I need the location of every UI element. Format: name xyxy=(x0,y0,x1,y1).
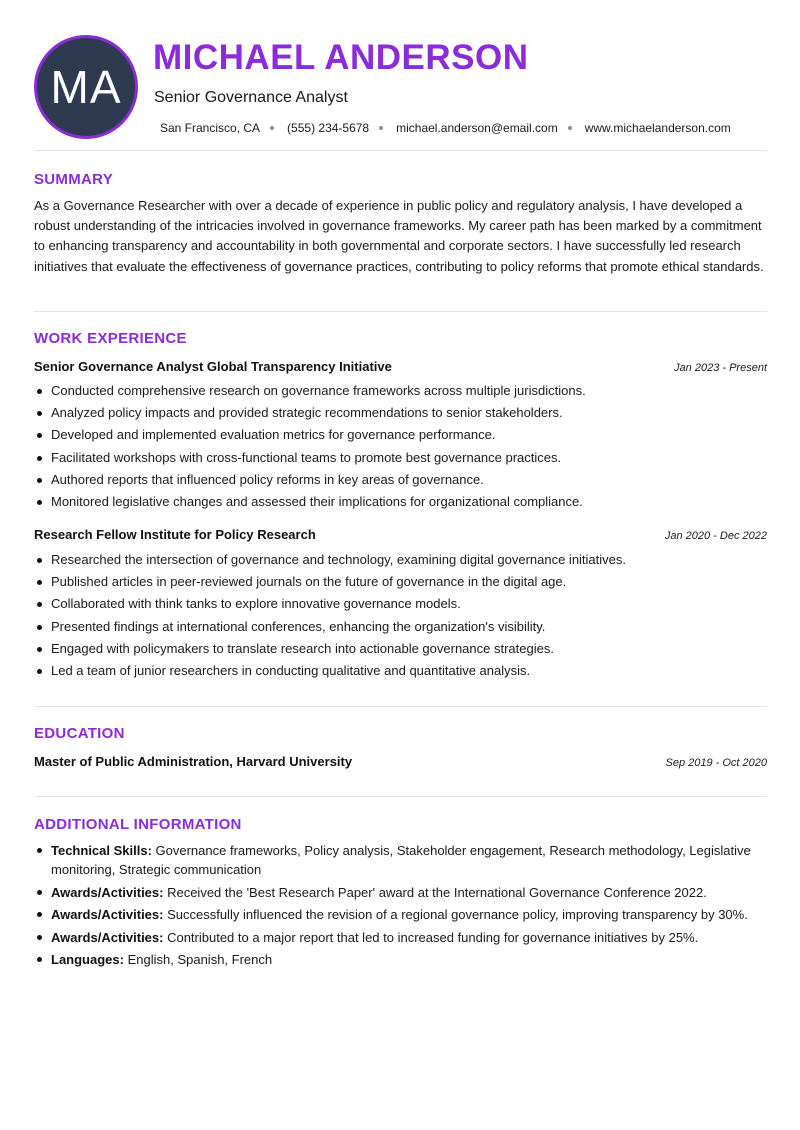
list-item: Monitored legislative changes and assessed their implications for organizational compliance. xyxy=(34,491,767,513)
section-divider xyxy=(34,706,767,707)
list-item: Researched the intersection of governance and technology, examining digital governance initiatives. xyxy=(34,549,767,571)
list-item: Published articles in peer-reviewed journals on the future of governance in the digital age. xyxy=(34,571,767,593)
item-label: Technical Skills: xyxy=(51,843,152,858)
separator-dot xyxy=(379,126,383,130)
contact-location: San Francisco, CA xyxy=(160,121,261,135)
education-heading: EDUCATION xyxy=(34,725,125,742)
avatar-initials: MA xyxy=(50,61,122,113)
list-item: Authored reports that influenced policy reforms in key areas of governance. xyxy=(34,469,767,491)
separator-dot xyxy=(270,126,274,130)
job-role: Research Fellow Institute for Policy Research xyxy=(34,527,316,542)
list-item: Analyzed policy impacts and provided strategic recommendations to senior stakeholders. xyxy=(34,402,767,424)
list-item: Presented findings at international conferences, enhancing the organization's visibility. xyxy=(34,616,767,638)
contact-info xyxy=(160,121,731,135)
job-dates: Jan 2020 - Dec 2022 xyxy=(664,530,767,542)
item-label: Languages: xyxy=(51,952,124,967)
item-text: Contributed to a major report that led to increased funding for governance initiatives by 25%. xyxy=(163,929,699,945)
list-item xyxy=(34,905,767,924)
resume-header xyxy=(0,0,800,150)
work-experience-heading: WORK EXPERIENCE xyxy=(34,330,187,347)
list-item: Developed and implemented evaluation metrics for governance performance. xyxy=(34,424,767,446)
section-divider xyxy=(34,311,767,312)
contact-website[interactable]: www.michaelanderson.com xyxy=(584,121,731,135)
additional-info-heading: ADDITIONAL INFORMATION xyxy=(34,816,242,833)
list-item xyxy=(34,841,767,879)
additional-info-list xyxy=(34,841,767,973)
item-label: Awards/Activities: xyxy=(51,929,164,945)
job-role: Senior Governance Analyst Global Transparency Initiative xyxy=(34,359,392,374)
contact-phone: (555) 234-5678 xyxy=(287,121,370,135)
list-item xyxy=(34,883,767,902)
summary-heading: SUMMARY xyxy=(34,171,114,188)
list-item: Collaborated with think tanks to explore innovative governance models. xyxy=(34,593,767,615)
list-item: Engaged with policymakers to translate research into actionable governance strategies. xyxy=(34,638,767,660)
summary-text: As a Governance Researcher with over a decade of experience in public policy and regulatory analysis, I have developed a robust understanding of the intricacies involved in governance frameworks. My career path has been marked by a commitment to enhancing transparency and accountability in both governmental and corporate sectors. I have successfully led research initiatives that evaluate the effectiveness of governance practices, contributing to policy reforms that promote ethical standards. xyxy=(34,198,764,274)
item-label: Awards/Activities: xyxy=(51,884,164,900)
avatar xyxy=(34,35,138,139)
candidate-title: Senior Governance Analyst xyxy=(154,89,348,106)
degree: Master of Public Administration, Harvard University xyxy=(34,754,353,769)
list-item: Facilitated workshops with cross-functional teams to promote best governance practices. xyxy=(34,447,767,469)
list-item: Led a team of junior researchers in conducting qualitative and quantitative analysis. xyxy=(34,660,767,682)
section-divider xyxy=(34,796,767,797)
job-header xyxy=(34,359,767,374)
list-item: Conducted comprehensive research on governance frameworks across multiple jurisdictions. xyxy=(34,380,767,402)
job-dates: Jan 2023 - Present xyxy=(674,362,767,374)
item-text: Received the 'Best Research Paper' award at the International Governance Conference 2022. xyxy=(163,884,707,900)
candidate-name: MICHAEL ANDERSON xyxy=(153,38,529,77)
education-dates: Sep 2019 - Oct 2020 xyxy=(665,757,767,769)
list-item xyxy=(34,950,767,969)
separator-dot xyxy=(568,126,572,130)
job-bullets xyxy=(34,549,767,682)
job-bullets xyxy=(34,380,767,513)
education-entry xyxy=(34,754,767,769)
list-item xyxy=(34,928,767,947)
job-header xyxy=(34,527,767,542)
section-divider xyxy=(34,150,767,151)
contact-email[interactable]: michael.anderson@email.com xyxy=(396,121,558,135)
item-text: Governance frameworks, Policy analysis, Stakeholder engagement, Research methodology, Legislative monitoring, Strategic communication xyxy=(51,843,751,877)
item-text: English, Spanish, French xyxy=(123,952,273,967)
item-label: Awards/Activities: xyxy=(51,907,164,922)
item-text: Successfully influenced the revision of a regional governance policy, improving transparency by 30%. xyxy=(163,907,748,922)
